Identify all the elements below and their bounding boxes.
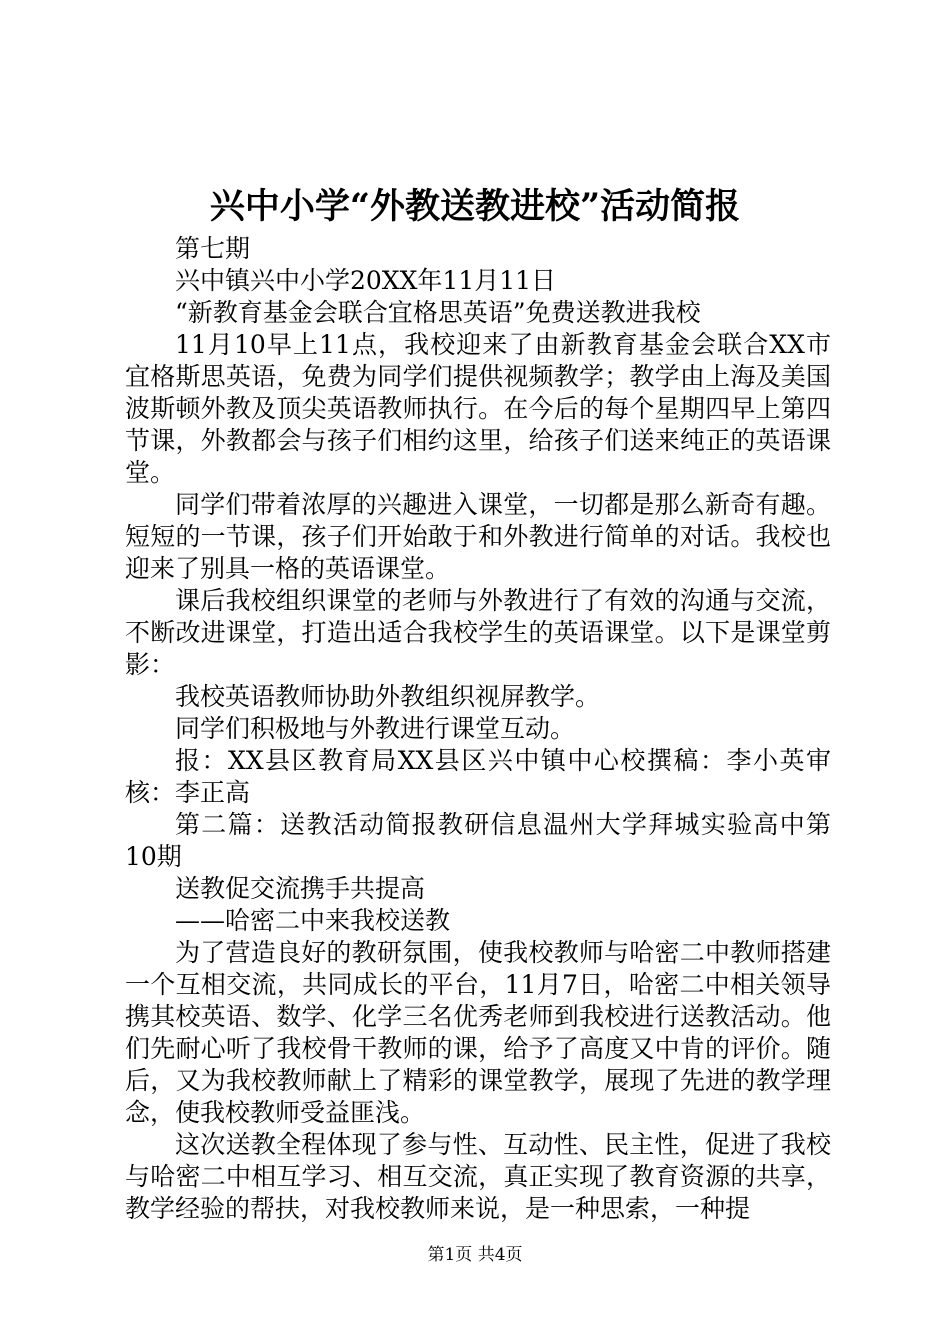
- second-article-heading: 第二篇：送教活动简报教研信息温州大学拜城实验高中第10期: [125, 810, 831, 871]
- body-paragraph: 同学们带着浓厚的兴趣进入课堂，一切都是那么新奇有趣。短短的一节课，孩子们开始敢于和外教进行简单的对话。我校也迎来了别具一格的英语课堂。: [125, 490, 831, 583]
- report-credits: 报：XX县区教育局XX县区兴中镇中心校撰稿：李小英审核：李正高: [125, 746, 831, 807]
- second-article-subtitle: ——哈密二中来我校送教: [175, 906, 451, 935]
- page-footer: 第1页 共4页: [427, 1245, 523, 1265]
- document-title: 兴中小学“外教送教进校”活动简报: [209, 186, 741, 227]
- body-paragraph: 11月10早上11点，我校迎来了由新教育基金会联合XX市宜格斯思英语，免费为同学们提供视频教学；教学由上海及美国波斯顿外教及顶尖英语教师执行。在今后的每个星期四早上第四节课，外教都会与孩子们相约这里，给孩子们送来纯正的英语课堂。: [125, 330, 831, 487]
- issue-number: 第七期: [175, 234, 251, 263]
- body-paragraph: 课后我校组织课堂的老师与外教进行了有效的沟通与交流，不断改进课堂，打造出适合我校学生的英语课堂。以下是课堂剪影：: [125, 586, 831, 679]
- second-article-title: 送教促交流携手共提高: [175, 874, 426, 903]
- photo-caption: 同学们积极地与外教进行课堂互动。: [175, 714, 576, 743]
- article-subtitle: “新教育基金会联合宜格思英语”免费送教进我校: [175, 298, 701, 327]
- document-body: [125, 233, 831, 1225]
- body-paragraph: 这次送教全程体现了参与性、互动性、民主性，促进了我校与哈密二中相互学习、相互交流，真正实现了教育资源的共享，教学经验的帮扶，对我校教师来说，是一种思索，一种提: [125, 1130, 831, 1223]
- body-paragraph: 为了营造良好的教研氛围，使我校教师与哈密二中教师搭建一个互相交流，共同成长的平台，11月7日，哈密二中相关领导携其校英语、数学、化学三名优秀老师到我校进行送教活动。他们先耐心听了我校骨干教师的课，给予了高度又中肯的评价。随后，又为我校教师献上了精彩的课堂教学，展现了先进的教学理念，使我校教师受益匪浅。: [125, 938, 831, 1127]
- photo-caption: 我校英语教师协助外教组织视屏教学。: [175, 682, 601, 711]
- issue-date-line: 兴中镇兴中小学20XX年11月11日: [175, 266, 557, 295]
